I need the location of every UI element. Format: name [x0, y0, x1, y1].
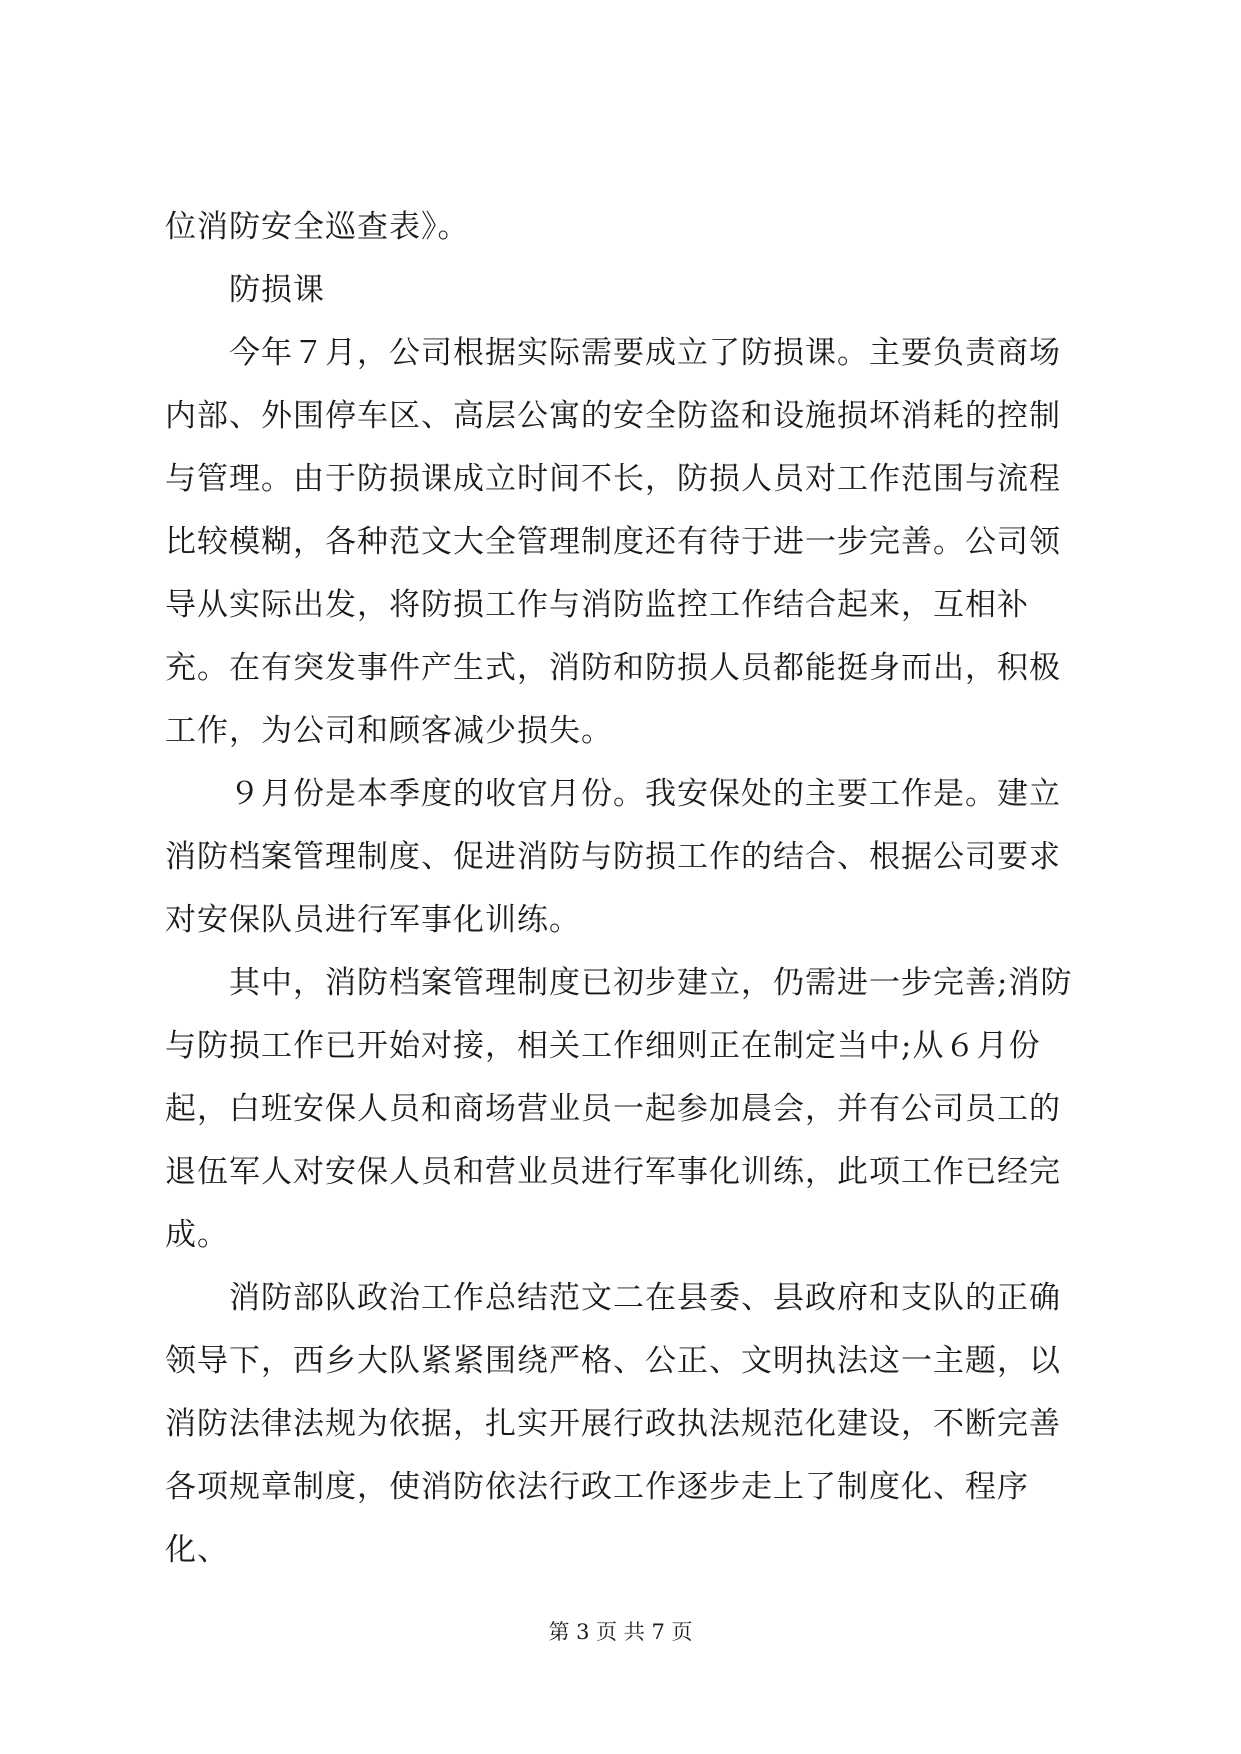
section-heading: 防损课	[229, 272, 325, 308]
paragraph: 其中，消防档案管理制度已初步建立，仍需进一步完善;消防与防损工作已开始对接，相关工作细则正在制定当中;从６月份起，白班安保人员和商场营业员一起参加晨会，并有公司员工的退伍军人对安保人员和营业员进行军事化训练，此项工作已经完成。	[165, 965, 1073, 1253]
document-body	[165, 196, 1077, 1582]
paragraph-continuation: 位消防安全巡查表》。	[165, 209, 470, 245]
paragraph: 今年７月，公司根据实际需要成立了防损课。主要负责商场内部、外围停车区、高层公寓的安全防盗和设施损坏消耗的控制与管理。由于防损课成立时间不长，防损人员对工作范围与流程比较模糊，各种范文大全管理制度还有待于进一步完善。公司领导从实际出发，将防损工作与消防监控工作结合起来，互相补充。在有突发事件产生式，消防和防损人员都能挺身而出，积极工作，为公司和顾客减少损失。	[165, 335, 1061, 749]
paragraph: ９月份是本季度的收官月份。我安保处的主要工作是。建立消防档案管理制度、促进消防与防损工作的结合、根据公司要求对安保队员进行军事化训练。	[165, 776, 1061, 938]
paragraph: 消防部队政治工作总结范文二在县委、县政府和支队的正确领导下，西乡大队紧紧围绕严格、公正、文明执法这一主题，以消防法律法规为依据，扎实开展行政执法规范化建设，不断完善各项规章制度，使消防依法行政工作逐步走上了制度化、程序化、	[165, 1280, 1061, 1568]
page-number-footer: 第 3 页 共 7 页	[548, 1620, 693, 1644]
